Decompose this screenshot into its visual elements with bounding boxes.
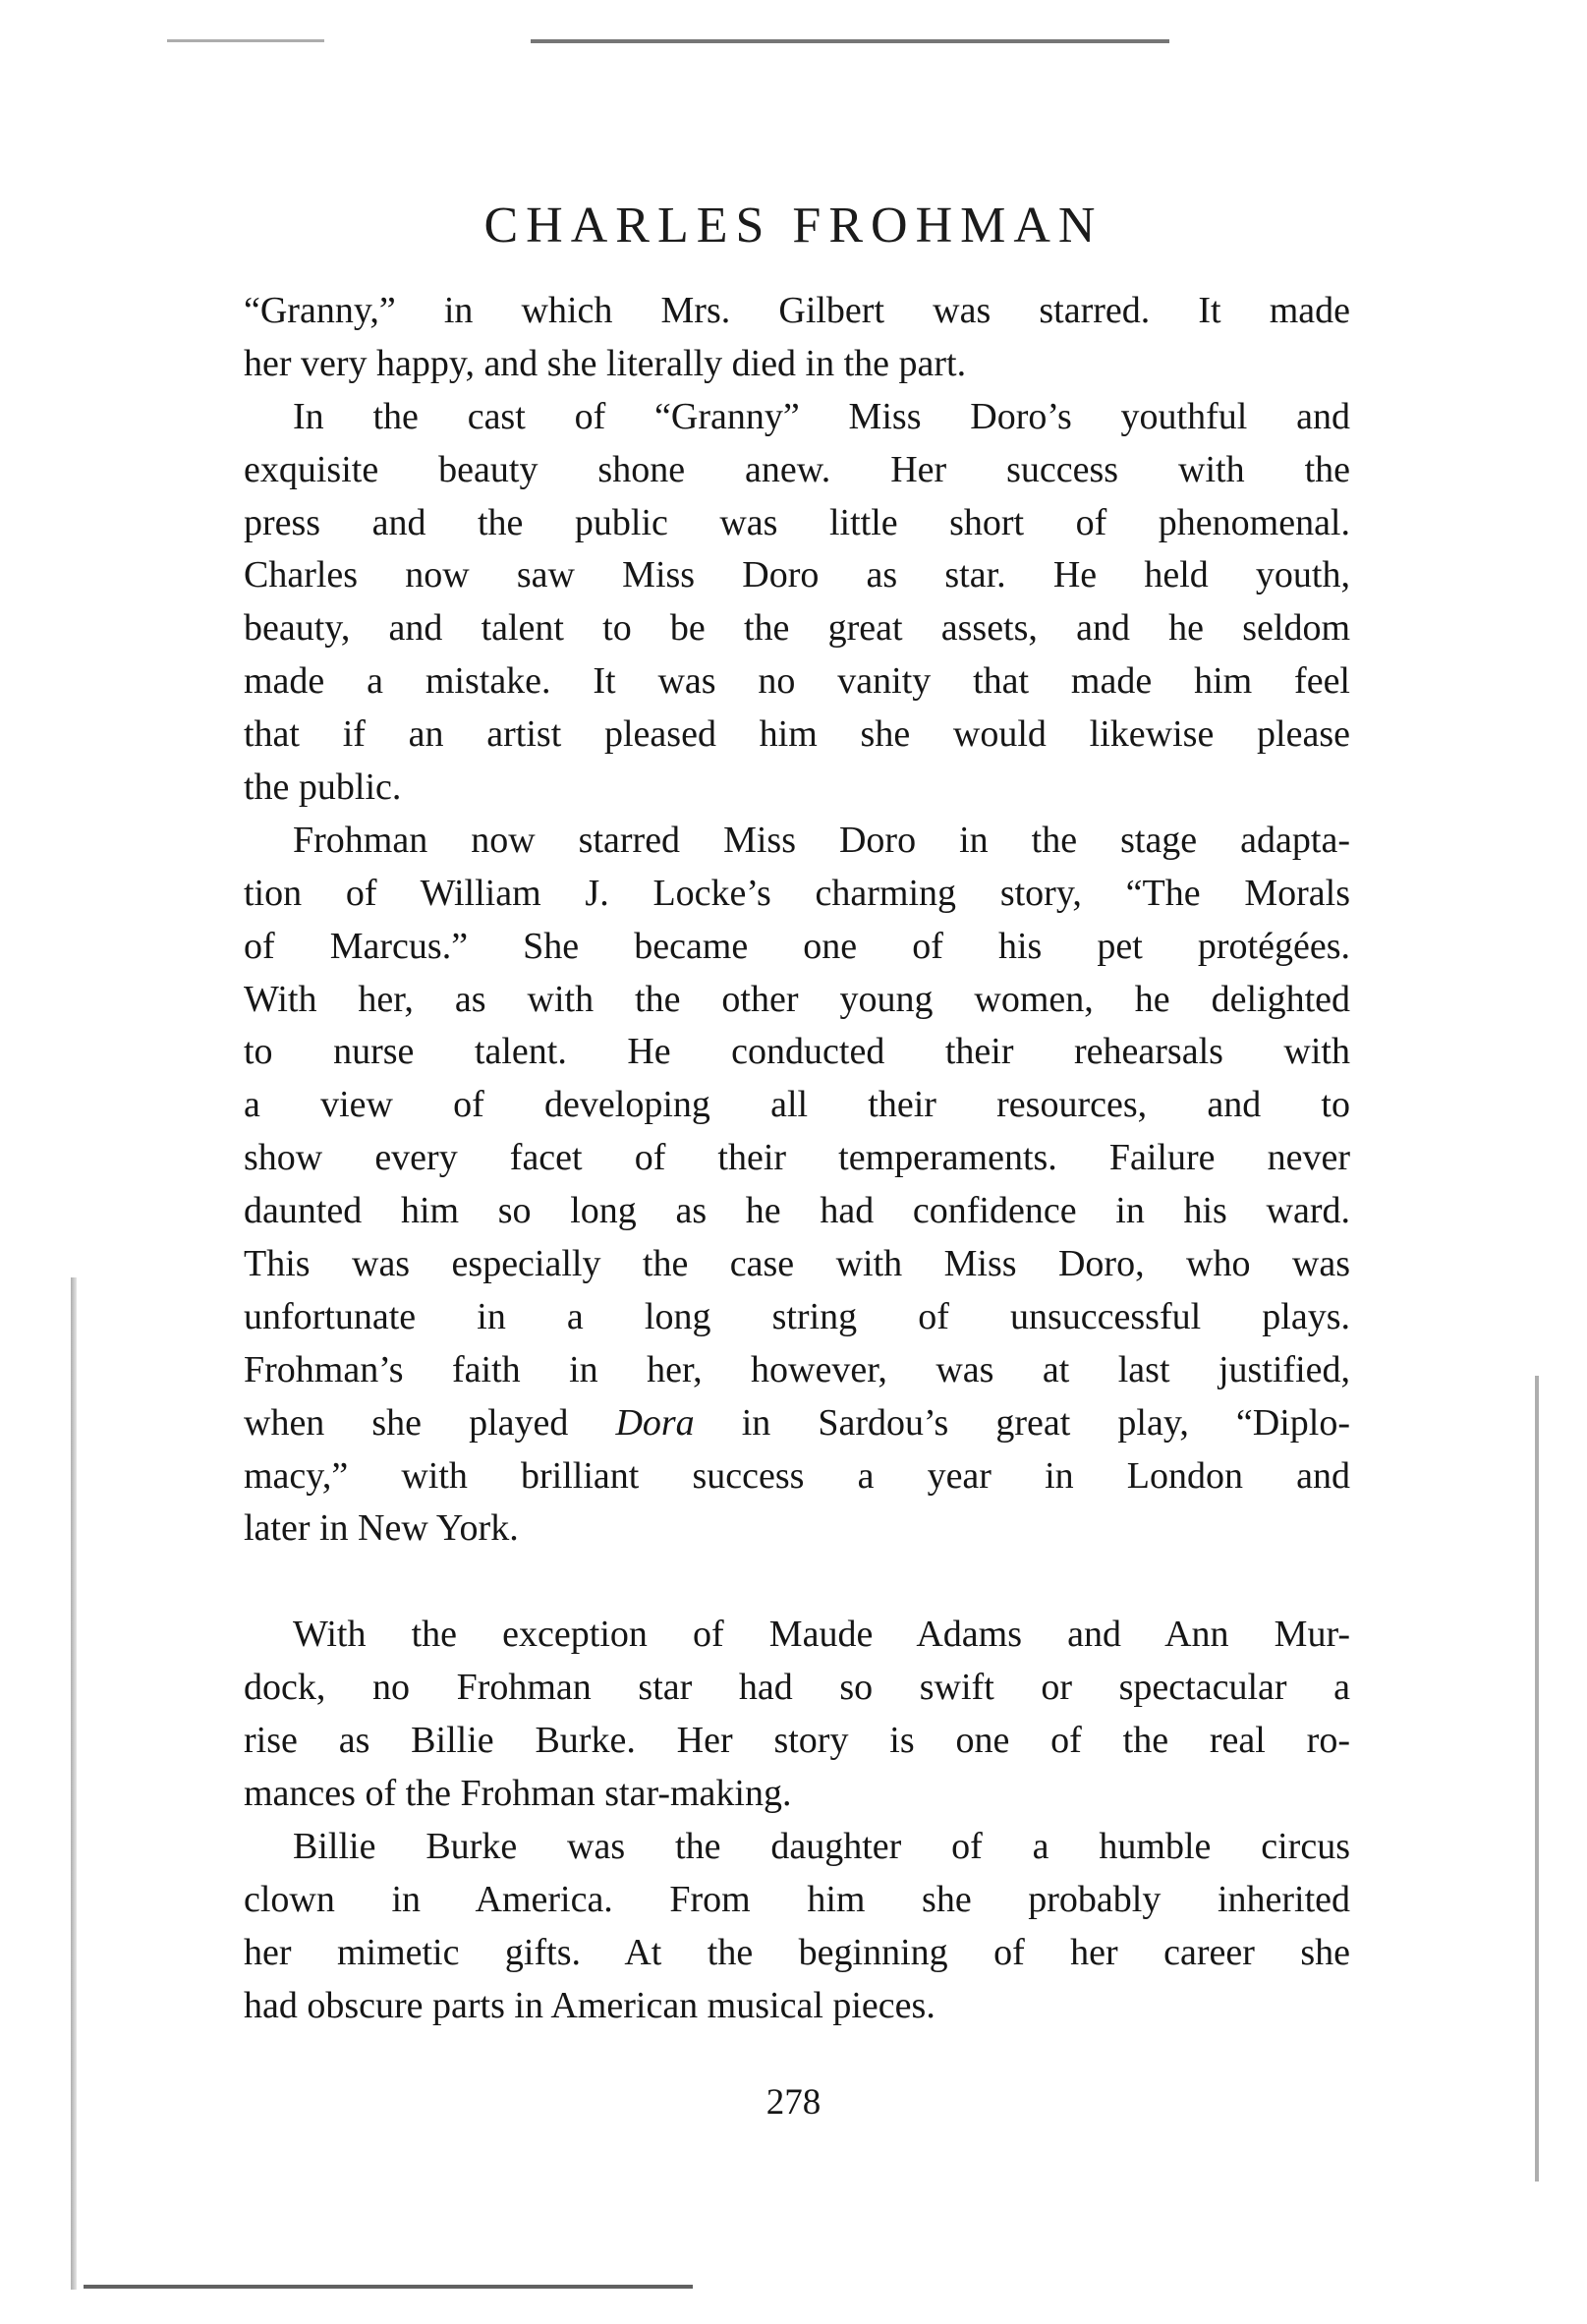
text-line: the public. (244, 766, 402, 809)
text-line: of Marcus.” She became one of his pet protégées. (244, 925, 1350, 967)
text-line: Charles now saw Miss Doro as star. He held youth, (244, 554, 1350, 596)
scan-artifact-left-edge (71, 1277, 77, 2290)
text-line: mances of the Frohman star-making. (244, 1772, 792, 1814)
text-line: beauty, and talent to be the great assets, and he seldom (244, 607, 1350, 650)
text-line: later in New York. (244, 1507, 519, 1550)
text-line: tion of William J. Locke’s charming story, “The Morals (244, 872, 1350, 914)
text-line: clown in America. From him she probably inherited (244, 1878, 1350, 1920)
text-line: to nurse talent. He conducted their rehearsals with (244, 1031, 1350, 1073)
text-line: With her, as with the other young women, he delighted (244, 978, 1350, 1020)
text-line: Frohman now starred Miss Doro in the stage adapta- (293, 819, 1350, 861)
text-segment: in Sardou’s great play, “Diplo- (741, 1401, 1350, 1444)
text-line: dock, no Frohman star had so swift or spectacular a (244, 1667, 1350, 1709)
scan-artifact-bottom-rule (84, 2285, 693, 2289)
text-line: Frohman’s faith in her, however, was at last justified, (244, 1348, 1350, 1390)
text-line: “Granny,” in which Mrs. Gilbert was starred. It made (244, 290, 1350, 331)
text-line: her very happy, and she literally died in the part. (244, 342, 967, 384)
body-text (244, 285, 1350, 2032)
text-line: macy,” with brilliant success a year in London and (244, 1454, 1350, 1497)
text-line: rise as Billie Burke. Her story is one of the real ro- (244, 1720, 1350, 1762)
text-line: press and the public was little short of phenomenal. (244, 501, 1350, 543)
text-line: exquisite beauty shone anew. Her success with the (244, 448, 1350, 490)
text-line: Billie Burke was the daughter of a humble circus (293, 1825, 1350, 1867)
text-line: made a mistake. It was no vanity that made him feel (244, 660, 1350, 703)
text-line: that if an artist pleased him she would likewise please (244, 713, 1350, 756)
text-line: a view of developing all their resources, and to (244, 1084, 1350, 1126)
text-segment: when she played (244, 1401, 569, 1444)
italic-title-dora: Dora (615, 1401, 695, 1444)
text-line: This was especially the case with Miss Doro, who was (244, 1243, 1350, 1285)
text-line: With the exception of Maude Adams and Ann Mur- (293, 1614, 1350, 1656)
scan-artifact-top-left (167, 39, 324, 42)
text-line (244, 1397, 1350, 1450)
scan-artifact-top-rule (531, 39, 1169, 43)
section-break (244, 1556, 1350, 1609)
text-line: show every facet of their temperaments. Failure never (244, 1137, 1350, 1179)
page-number: 278 (765, 2082, 822, 2123)
text-line: In the cast of “Granny” Miss Doro’s youthful and (293, 395, 1350, 437)
text-line: unfortunate in a long string of unsuccessful plays. (244, 1295, 1350, 1337)
scan-artifact-right-edge (1535, 1376, 1539, 2182)
text-line: her mimetic gifts. At the beginning of her career she (244, 1931, 1350, 1973)
text-line: daunted him so long as he had confidence in his ward. (244, 1190, 1350, 1232)
text-line: had obscure parts in American musical pieces. (244, 1984, 935, 2026)
running-head: CHARLES FROHMAN (483, 198, 1104, 254)
